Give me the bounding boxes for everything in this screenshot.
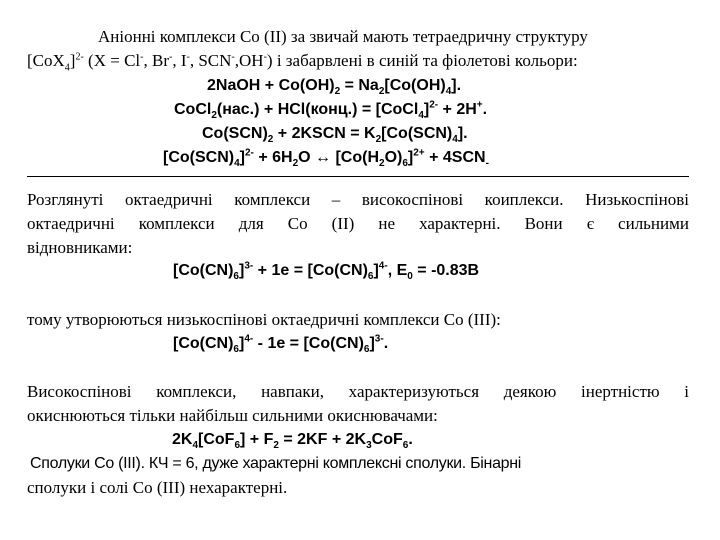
equation-coscn2: $Co(SCN)_2$ + 2KSCN = $K_2[Co(SCN)_4]$. <box>202 125 468 146</box>
paragraph-3-line-1: тому утворюються низькоспінові октаедричні комплекси Co (III): <box>27 310 501 329</box>
equation-cocl2: CoCl$_2$(нас.) + HCl(конц.) = [CoCl$_4$]$^{2-}$ + 2H+. <box>174 99 488 122</box>
intro-line-1: Аніонні комплекси Co (II) за звичай мають тетраедричну структуру <box>98 27 588 46</box>
equation-cocn6-oxidation: $[Co(CN)_6]^{4-} - 1e = [Co(CN)_6]^{3-}$. <box>173 333 389 356</box>
paragraph-4-line-3: Сполуки Co (III). КЧ = 6, дуже характерні комплексні сполуки. Бінарні <box>30 455 522 472</box>
paragraph-2-line-3: відновниками: <box>27 238 133 257</box>
equation-k4cof6: $2K_4[CoF_6] + F_2 = 2KF + 2K_3CoF_6$. <box>172 431 413 452</box>
paragraph-4-line-1: Високоспінові комплекси, навпаки, характеризуються деякою інертністю і <box>27 382 689 401</box>
paragraph-2-line-1: Розглянуті октаедричні комплекси – високоспінові коиплекси. Низькоспінові <box>27 190 689 209</box>
intro-line-2: $[CoX_4]^{2-}$ (X = Cl-, Br-, I-, SCN-,OH-) і забарвлені в синій та фіолетові кольори: <box>27 51 578 74</box>
equation-coscn4: $[Co(SCN)_4]^{2-} + 6H_2O$ ↔ $[Co(H_2O)_6]^{2+} + 4SCN_-$ <box>163 147 489 170</box>
equation-naoh: 2NaOH + $Co(OH)_2 = Na_2[Co(OH)_4]$. <box>207 77 462 98</box>
paragraph-2-line-2: октаедричні комплекси для Co (II) не характерні. Вони є сильними <box>27 214 689 233</box>
paragraph-4-line-2: окиснюються тільки найбільш сильними окиснювачами: <box>27 406 438 425</box>
section-divider <box>27 176 689 177</box>
paragraph-4-line-4: сполуки і солі Co (III) нехарактерні. <box>27 478 288 497</box>
equation-cocn6-reduction: $[Co(CN)_6]^{3-} + 1e = [Co(CN)_6]^{4-}$, $E_0 = -0.83B$ <box>173 260 480 283</box>
